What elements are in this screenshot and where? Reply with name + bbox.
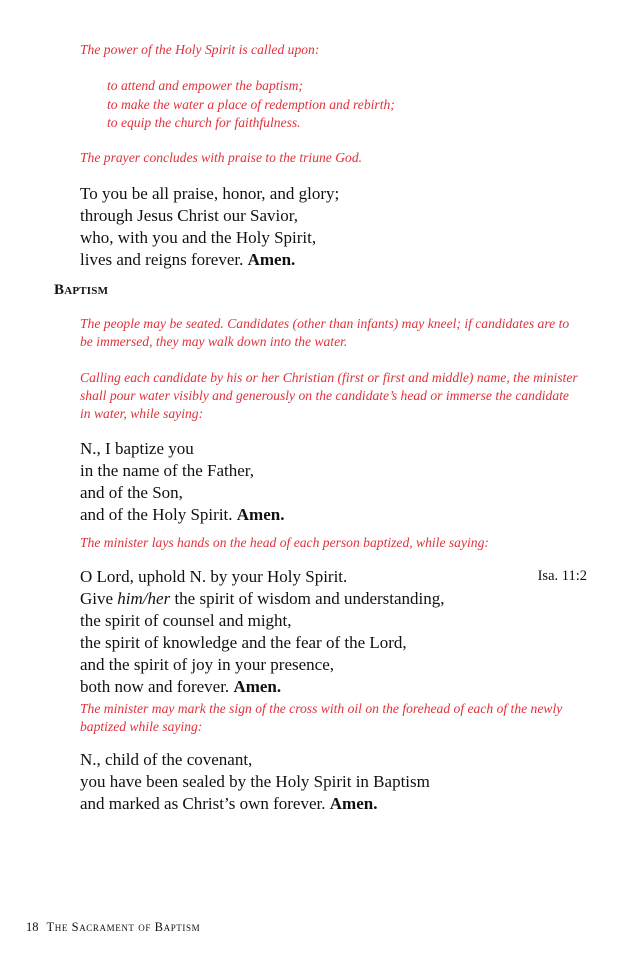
text-line <box>80 793 580 815</box>
baptism-formula <box>80 438 580 526</box>
text-segment: Give <box>80 589 114 608</box>
rubric-conclude: The prayer concludes with praise to the triune God. <box>80 150 363 165</box>
rubric-spirit: The power of the Holy Spirit is called upon: <box>80 42 320 57</box>
text-line: you have been sealed by the Holy Spirit in Baptism <box>80 772 430 791</box>
text-line: N., child of the covenant, <box>80 750 253 769</box>
text-line: and the spirit of joy in your presence, <box>80 655 334 674</box>
doxology <box>80 183 580 271</box>
text-line <box>80 588 580 610</box>
sealing-words <box>80 749 580 815</box>
text-line: and of the Son, <box>80 483 183 502</box>
spirit-list <box>107 77 395 133</box>
pronoun-variant: him/her <box>117 589 171 608</box>
text-segment: and marked as Christ’s own forever. <box>80 794 326 813</box>
text-line: who, with you and the Holy Spirit, <box>80 228 317 247</box>
running-title: The Sacrament of Baptism <box>46 920 201 934</box>
amen: Amen. <box>329 794 378 813</box>
text-line: the spirit of counsel and might, <box>80 611 292 630</box>
text-line: the spirit of knowledge and the fear of the Lord, <box>80 633 407 652</box>
text-line: To you be all praise, honor, and glory; <box>80 184 340 203</box>
text-segment: the spirit of wisdom and understanding, <box>174 589 445 608</box>
list-item: to equip the church for faithfulness. <box>107 115 301 130</box>
text-line <box>80 504 580 526</box>
rubric-calling: Calling each candidate by his or her Christian (first or first and middle) name, the minister shall pour water visibly and generously on the candidate’s head or immerse the candidate in water, while saying: <box>80 370 578 421</box>
text-segment: both now and forever. <box>80 677 230 696</box>
section-heading: Baptism <box>54 282 109 298</box>
text-line <box>80 676 580 698</box>
text-line: through Jesus Christ our Savior, <box>80 206 298 225</box>
scripture-reference: Isa. 11:2 <box>537 568 587 584</box>
page-footer <box>26 920 200 935</box>
text-line: O Lord, uphold N. by your Holy Spirit. <box>80 567 348 586</box>
page-number: 18 <box>26 920 39 934</box>
laying-on-hands-prayer <box>80 566 580 698</box>
list-item: to attend and empower the baptism; <box>107 78 303 93</box>
rubric-seated: The people may be seated. Candidates (other than infants) may kneel; if candidates are to be immersed, they may walk down into the water. <box>80 316 570 349</box>
text-segment: and of the Holy Spirit. <box>80 505 233 524</box>
list-item: to make the water a place of redemption and rebirth; <box>107 96 395 112</box>
rubric-hands: The minister lays hands on the head of each person baptized, while saying: <box>80 535 489 550</box>
text-line: N., I baptize you <box>80 439 194 458</box>
text-line: in the name of the Father, <box>80 461 254 480</box>
amen: Amen. <box>233 677 282 696</box>
rubric-cross: The minister may mark the sign of the cross with oil on the forehead of each of the newly baptized while saying: <box>80 701 563 734</box>
amen: Amen. <box>236 505 285 524</box>
amen: Amen. <box>247 250 296 269</box>
text-line <box>80 249 580 271</box>
text-segment: lives and reigns forever. <box>80 250 244 269</box>
